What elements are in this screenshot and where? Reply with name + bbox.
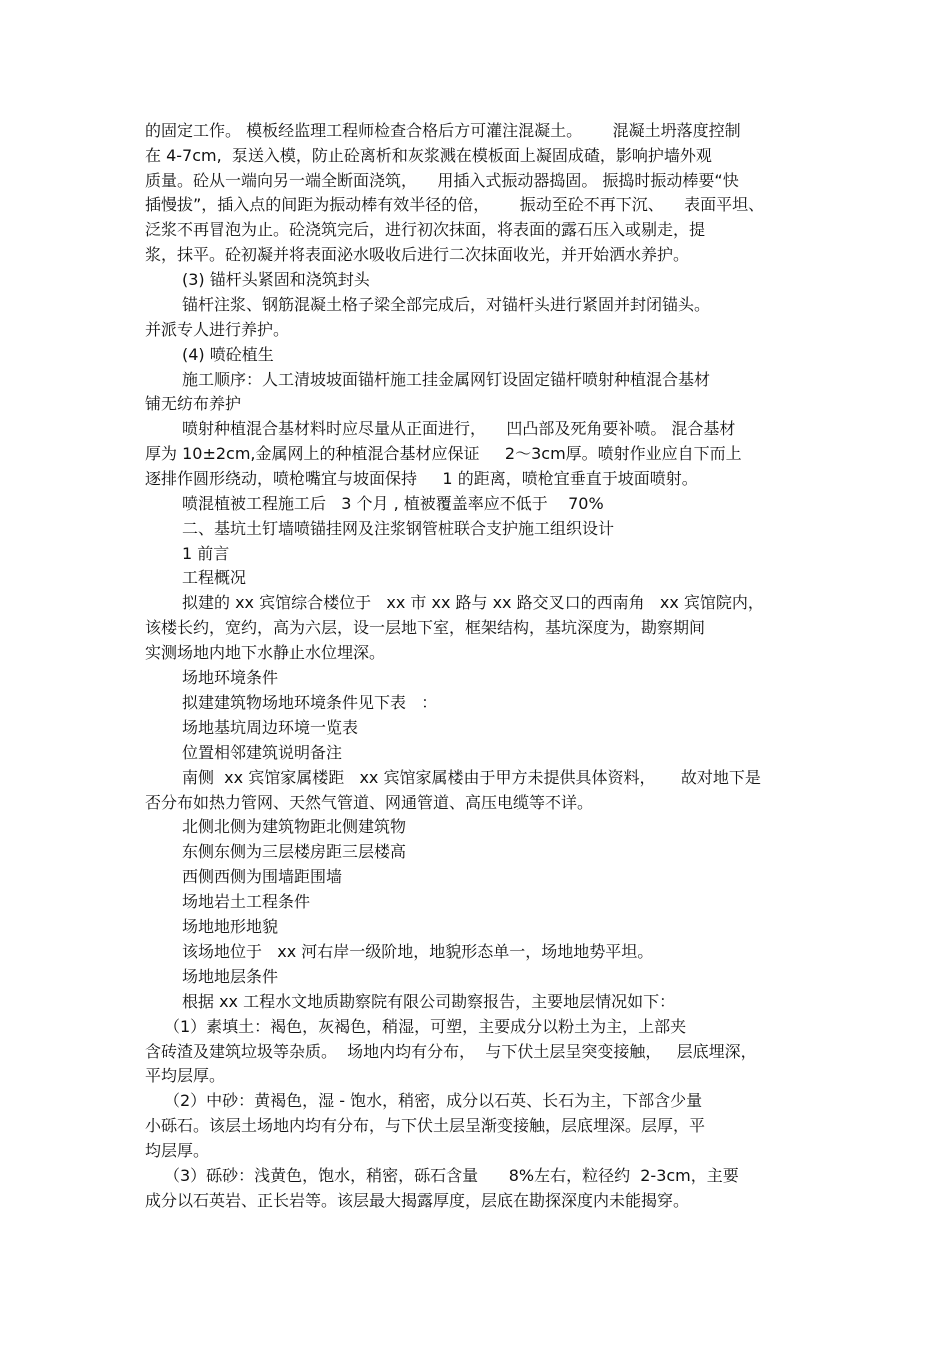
text-line: 均层厚。 [145, 1141, 210, 1160]
text-line: 该场地位于 xx 河右岸一级阶地，地貌形态单一，场地地势平坦。 [182, 942, 654, 961]
text-line: 喷混植被工程施工后 3 个月 , 植被覆盖率应不低于 70% [182, 494, 604, 513]
text-line: 南侧 xx 宾馆家属楼距 xx 宾馆家属楼由于甲方未提供具体资料， 故对地下是 [182, 768, 761, 787]
text-line: （2）中砂：黄褐色，湿 - 饱水，稍密，成分以石英、长石为主，下部含少量 [164, 1091, 703, 1110]
text-line: 的固定工作。 模板经监理工程师检查合格后方可灌注混凝土。 混凝土坍落度控制 [145, 121, 741, 140]
text-line: 质量。砼从一端向另一端全断面浇筑， 用插入式振动器捣固。 振捣时振动棒要“快 [145, 171, 739, 190]
section-heading: 场地地层条件 [182, 967, 279, 986]
text-line: 在 4-7cm, 泵送入模，防止砼离析和灰浆溅在模板面上凝固成碴，影响护墙外观 [145, 146, 712, 165]
text-line: 泛浆不再冒泡为止。砼浇筑完后，进行初次抹面，将表面的露石压入或剔走，提 [145, 220, 706, 239]
text-line: 场地基坑周边环境一览表 [182, 718, 359, 737]
text-line: 锚杆注浆、钢筋混凝土格子梁全部完成后，对锚杆头进行紧固并封闭锚头。 [182, 295, 711, 314]
section-heading: 1 前言 [182, 544, 230, 563]
text-line: 浆，抹平。砼初凝并将表面泌水吸收后进行二次抹面收光，并开始洒水养护。 [145, 245, 690, 264]
text-line: 拟建建筑物场地环境条件见下表 ： [182, 693, 438, 712]
text-line: 平均层厚。 [145, 1066, 226, 1085]
text-line: 插慢拔”，插入点的间距为振动棒有效半径的倍， 振动至砼不再下沉、 表面平坦、 [145, 195, 765, 214]
text-line: 喷射种植混合基材料时应尽量从正面进行， 凹凸部及死角要补喷。 混合基材 [182, 419, 736, 438]
text-line: 含砖渣及建筑垃圾等杂质。 场地内均有分布， 与下伏土层呈突变接触， 层底埋深， [145, 1042, 757, 1061]
text-line: 否分布如热力管网、天然气管道、网通管道、高压电缆等不详。 [145, 793, 594, 812]
section-heading: 场地地形地貌 [182, 917, 279, 936]
section-heading: (3) 锚杆头紧固和浇筑封头 [182, 270, 370, 289]
text-line: 小砾石。该层土场地内均有分布，与下伏土层呈渐变接触，层底埋深。层厚，平 [145, 1116, 706, 1135]
text-line: 西侧西侧为围墙距围墙 [182, 867, 343, 886]
text-line: （1）素填土：褐色，灰褐色，稍湿，可塑，主要成分以粉土为主，上部夹 [164, 1017, 687, 1036]
text-line: 成分以石英岩、正长岩等。该层最大揭露厚度，层底在勘探深度内未能揭穿。 [145, 1191, 690, 1210]
text-line: 根据 xx 工程水文地质勘察院有限公司勘察报告，主要地层情况如下： [182, 992, 676, 1011]
section-heading: 场地岩土工程条件 [182, 892, 311, 911]
text-line: 拟建的 xx 宾馆综合楼位于 xx 市 xx 路与 xx 路交叉口的西南角 xx 宾馆院内， [182, 593, 764, 612]
section-heading: 工程概况 [182, 568, 247, 587]
text-line: 该楼长约，宽约，高为六层，设一层地下室，框架结构，基坑深度为，勘察期间 [145, 618, 706, 637]
text-line: 北侧北侧为建筑物距北侧建筑物 [182, 817, 407, 836]
text-line: 位置相邻建筑说明备注 [182, 743, 343, 762]
text-line: 东侧东侧为三层楼房距三层楼高 [182, 842, 407, 861]
text-line: 施工顺序：人工清坡坡面锚杆施工挂金属网钉设固定锚杆喷射种植混合基材 [182, 370, 711, 389]
text-line: （3）砾砂：浅黄色，饱水，稍密，砾石含量 8%左右，粒径约 2-3cm，主要 [164, 1166, 739, 1185]
text-line: 并派专人进行养护。 [145, 320, 290, 339]
section-heading: (4) 喷砼植生 [182, 345, 274, 364]
text-line: 铺无纺布养护 [145, 394, 242, 413]
section-heading: 二、基坑土钉墙喷锚挂网及注浆钢管桩联合支护施工组织设计 [182, 519, 615, 538]
text-line: 实测场地内地下水静止水位埋深。 [145, 643, 386, 662]
section-heading: 场地环境条件 [182, 668, 279, 687]
text-line: 厚为 10±2cm,金属网上的种植混合基材应保证 2～3cm厚。喷射作业应自下而上 [145, 444, 742, 463]
text-line: 逐排作圆形绕动，喷枪嘴宜与坡面保持 1 的距离，喷枪宜垂直于坡面喷射。 [145, 469, 698, 488]
